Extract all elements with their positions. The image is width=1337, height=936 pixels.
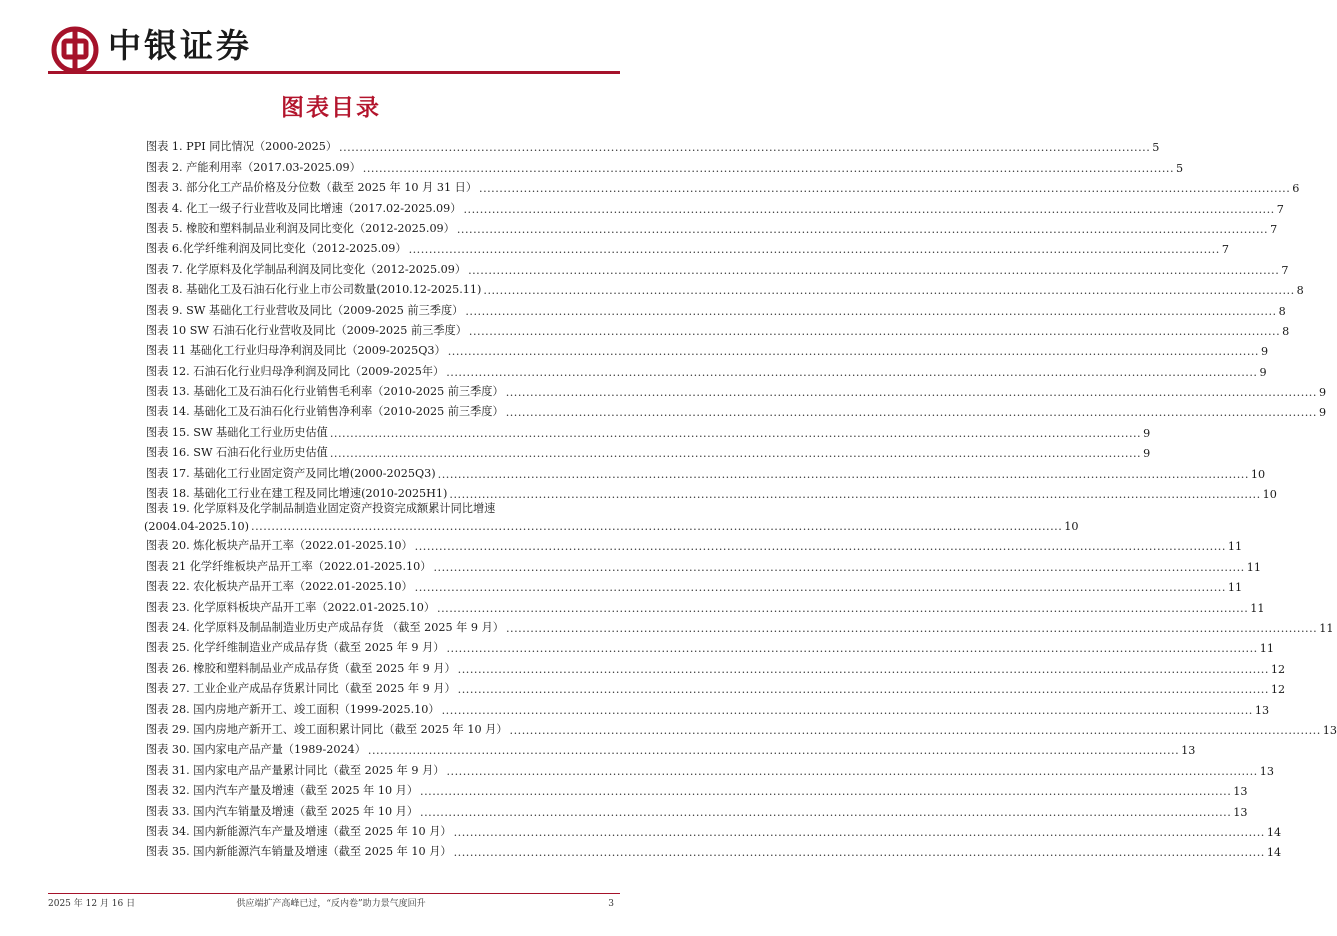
toc-entry[interactable] [146, 553, 1261, 574]
toc-entry-label: 图表 22. 农化板块产品开工率（2022.01-2025.10） [146, 580, 413, 594]
toc-entry-page: 10 [1262, 488, 1277, 502]
toc-entry-label: 图表 26. 橡胶和塑料制品业产成品存货（截至 2025 年 9 月） [146, 661, 456, 675]
toc-entry[interactable] [146, 277, 1304, 298]
toc-entry-page: 6 [1292, 182, 1300, 196]
dot-leader: ........................................................................................................................................................................................................ [437, 467, 1249, 481]
toc-entry[interactable] [146, 655, 1286, 676]
toc-entry-page: 8 [1296, 284, 1304, 298]
toc-entry-page: 7 [1281, 263, 1289, 277]
toc-entry-label: 图表 28. 国内房地产新开工、竣工面积（1999-2025.10） [146, 702, 440, 716]
toc-entry[interactable] [146, 216, 1278, 236]
dot-leader: ........................................................................................................................................................................................................ [509, 723, 1321, 737]
dot-leader: ........................................................................................................................................................................................................ [457, 683, 1269, 697]
toc-entry[interactable] [146, 460, 1266, 481]
toc-entry-label: 图表 8. 基础化工及石油石化行业上市公司数量(2010.12-2025.11) [146, 283, 482, 297]
dot-leader: ........................................................................................................................................................................................................ [433, 560, 1245, 574]
footer-date: 2025 年 12 月 16 日 [48, 899, 136, 909]
toc-entry-label: 图表 11 基础化工行业归母净利润及同比（2009-2025Q3） [146, 344, 446, 358]
toc-entry[interactable] [146, 615, 1334, 635]
toc-entry-page: 11 [1259, 642, 1274, 656]
toc-entry-page: 9 [1143, 426, 1151, 440]
toc-entry-label: 图表 6.化学纤维利润及同比变化（2012-2025.09） [146, 242, 407, 256]
toc-entry[interactable] [146, 737, 1196, 758]
toc-entry-page: 5 [1176, 161, 1184, 175]
toc-entry[interactable] [146, 696, 1270, 717]
dot-leader: ........................................................................................................................................................................................................ [468, 263, 1280, 277]
toc-entry-page: 11 [1250, 601, 1265, 615]
toc-entry-label: 图表 10 SW 石油石化行业营收及同比（2009-2025 前三季度） [146, 323, 467, 337]
toc-entry-label: 图表 35. 国内新能源汽车销量及增速（截至 2025 年 10 月） [146, 845, 452, 859]
toc-entry-page: 9 [1143, 447, 1151, 461]
toc-entry-page: 8 [1282, 324, 1290, 338]
toc-entry-page: 5 [1152, 141, 1160, 155]
toc-entry[interactable] [146, 318, 1290, 338]
toc-entry-label: 图表 1. PPI 同比情况（2000-2025） [146, 140, 338, 154]
table-of-figures [144, 134, 1337, 860]
toc-entry-label: 图表 18. 基础化工行业在建工程及同比增速(2010-2025H1) [146, 487, 448, 501]
toc-entry-label: 图表 4. 化工一级子行业营收及同比增速（2017.02-2025.09） [146, 201, 462, 215]
toc-entry-label: 图表 19. 化学原料及化学制品制造业固定资产投资完成额累计同比增速 [146, 502, 496, 516]
toc-entry-page: 9 [1318, 386, 1327, 400]
toc-entry-page: 9 [1318, 406, 1327, 420]
toc-entry-label: 图表 2. 产能利用率（2017.03-2025.09） [146, 160, 361, 174]
toc-entry[interactable] [146, 358, 1267, 379]
toc-entry-label: 图表 33. 国内汽车销量及增速（截至 2025 年 10 月） [146, 804, 419, 818]
dot-leader: ........................................................................................................................................................................................................ [479, 182, 1291, 196]
toc-entry-page: 8 [1278, 304, 1286, 318]
toc-entry-page: 9 [1259, 365, 1267, 379]
toc-entry-label: 图表 15. SW 基础化工行业历史估值 [146, 425, 328, 439]
dot-leader: ........................................................................................................................................................................................................ [329, 426, 1142, 440]
toc-entry[interactable] [146, 717, 1337, 737]
toc-entry[interactable] [146, 297, 1286, 318]
toc-entry-label: 图表 16. SW 石油石化行业历史估值 [146, 446, 328, 460]
toc-entry[interactable] [146, 379, 1327, 400]
toc-entry-label: 图表 12. 石油石化行业归母净利润及同比（2009-2025年） [146, 364, 445, 378]
toc-entry-label-continued: (2004.04-2025.10) [144, 520, 250, 534]
toc-entry[interactable] [146, 594, 1265, 615]
toc-entry-page: 11 [1227, 540, 1243, 554]
toc-entry[interactable] [146, 175, 1300, 196]
toc-entry-page: 13 [1322, 723, 1337, 737]
toc-entry-label: 图表 32. 国内汽车产量及增速（截至 2025 年 10 月） [146, 784, 419, 798]
toc-entry-label: 图表 25. 化学纤维制造业产成品存货（截至 2025 年 9 月） [146, 641, 445, 655]
toc-entry-label: 图表 7. 化学原料及化学制品利润及同比变化（2012-2025.09） [146, 262, 467, 276]
toc-entry[interactable] [146, 635, 1274, 656]
toc-entry-label: 图表 5. 橡胶和塑料制品业利润及同比变化（2012-2025.09） [146, 221, 455, 235]
footer-divider [48, 893, 620, 894]
toc-entry-label: 图表 13. 基础化工及石油石化行业销售毛利率（2010-2025 前三季度） [146, 385, 504, 399]
dot-leader: ........................................................................................................................................................................................................ [468, 324, 1281, 338]
toc-entry-page: 7 [1270, 222, 1278, 236]
dot-leader: ........................................................................................................................................................................................................ [441, 703, 1253, 717]
toc-entry[interactable] [146, 533, 1243, 554]
header-divider [48, 71, 620, 74]
toc-entry-page: 9 [1261, 345, 1269, 359]
dot-leader: ........................................................................................................................................................................................................ [449, 488, 1261, 502]
toc-entry[interactable] [146, 134, 1160, 155]
toc-entry[interactable] [146, 154, 1184, 175]
toc-entry[interactable] [146, 839, 1282, 860]
toc-entry-label: 图表 3. 部分化工产品价格及分位数（截至 2025 年 10 月 31 日） [146, 181, 478, 195]
toc-entry[interactable] [146, 338, 1269, 359]
toc-entry[interactable] [144, 501, 1079, 534]
toc-entry-label: 图表 9. SW 基础化工行业营收及同比（2009-2025 前三季度） [146, 303, 464, 317]
dot-leader: ........................................................................................................................................................................................................ [408, 243, 1220, 257]
dot-leader: ........................................................................................................................................................................................................ [483, 284, 1295, 298]
toc-entry[interactable] [146, 256, 1289, 277]
toc-entry-page: 11 [1227, 581, 1243, 595]
toc-entry-page: 13 [1233, 805, 1248, 819]
toc-entry-label: 图表 21 化学纤维板块产品开工率（2022.01-2025.10） [146, 559, 432, 573]
dot-leader: ........................................................................................................................................................................................................ [446, 365, 1258, 379]
brand-name: 中银证券 [108, 26, 252, 65]
toc-entry-label: 图表 27. 工业企业产成品存货累计同比（截至 2025 年 9 月） [146, 682, 456, 696]
dot-leader: ........................................................................................................................................................................................................ [362, 161, 1175, 175]
toc-entry-page: 7 [1221, 243, 1229, 257]
dot-leader: ........................................................................................................................................................................................................ [414, 540, 1226, 554]
toc-entry-page: 12 [1270, 683, 1286, 697]
toc-entry-label: 图表 23. 化学原料板块产品开工率（2022.01-2025.10） [146, 600, 436, 614]
dot-leader: ........................................................................................................................................................................................................ [437, 601, 1249, 615]
dot-leader: ........................................................................................................................................................................................................ [420, 785, 1232, 799]
dot-leader: ........................................................................................................................................................................................................ [465, 304, 1277, 318]
dot-leader: ........................................................................................................................................................................................................ [446, 642, 1258, 656]
dot-leader: ........................................................................................................................................................................................................ [251, 520, 1063, 534]
bank-of-china-logo [50, 25, 100, 75]
dot-leader: ........................................................................................................................................................................................................ [367, 744, 1180, 758]
toc-entry-label: 图表 24. 化学原料及制品制造业历史产成品存货 （截至 2025 年 9 月） [146, 620, 504, 634]
toc-entry-label: 图表 29. 国内房地产新开工、竣工面积累计同比（截至 2025 年 10 月） [146, 722, 508, 736]
dot-leader: ........................................................................................................................................................................................................ [420, 805, 1232, 819]
toc-entry[interactable] [146, 798, 1248, 819]
toc-entry-label: 图表 30. 国内家电产品产量（1989-2024） [146, 743, 366, 757]
toc-entry[interactable] [146, 195, 1284, 216]
footer-report-title: 供应端扩产高峰已过，“反内卷”助力景气度回升 [236, 899, 426, 909]
toc-entry-label: 图表 31. 国内家电产品产量累计同比（截至 2025 年 9 月） [146, 763, 445, 777]
dot-leader: ........................................................................................................................................................................................................ [505, 386, 1317, 400]
toc-entry-page: 11 [1246, 560, 1261, 574]
toc-entry-page: 14 [1266, 846, 1282, 860]
toc-entry[interactable] [146, 757, 1274, 778]
toc-entry[interactable] [146, 440, 1151, 461]
toc-entry[interactable] [146, 236, 1229, 257]
toc-entry-page: 13 [1254, 703, 1270, 717]
toc-entry[interactable] [146, 481, 1277, 502]
toc-entry[interactable] [146, 399, 1327, 420]
toc-entry-page: 10 [1064, 520, 1079, 534]
dot-leader: ........................................................................................................................................................................................................ [453, 825, 1265, 839]
toc-entry[interactable] [146, 819, 1282, 839]
dot-leader: ........................................................................................................................................................................................................ [505, 406, 1317, 420]
toc-entry-page: 13 [1181, 744, 1196, 758]
dot-leader: ........................................................................................................................................................................................................ [414, 581, 1226, 595]
toc-title: 图表目录 [281, 95, 381, 121]
dot-leader: ........................................................................................................................................................................................................ [329, 447, 1142, 461]
toc-entry[interactable] [146, 419, 1151, 440]
toc-entry-page: 13 [1259, 764, 1274, 778]
toc-entry-label: 图表 34. 国内新能源汽车产量及增速（截至 2025 年 10 月） [146, 824, 452, 838]
toc-entry-page: 7 [1276, 202, 1284, 216]
toc-entry-page: 11 [1319, 621, 1334, 635]
dot-leader: ........................................................................................................................................................................................................ [447, 345, 1259, 359]
dot-leader: ........................................................................................................................................................................................................ [505, 621, 1318, 635]
dot-leader: ........................................................................................................................................................................................................ [463, 202, 1275, 216]
footer-page-number: 3 [608, 899, 614, 909]
toc-entry-page: 14 [1266, 825, 1282, 839]
toc-entry[interactable] [146, 676, 1286, 697]
toc-entry-page: 12 [1270, 662, 1286, 676]
dot-leader: ........................................................................................................................................................................................................ [453, 846, 1265, 860]
dot-leader: ........................................................................................................................................................................................................ [457, 662, 1269, 676]
toc-entry[interactable] [146, 574, 1243, 595]
toc-entry-page: 13 [1233, 785, 1248, 799]
dot-leader: ........................................................................................................................................................................................................ [339, 141, 1151, 155]
toc-entry-label: 图表 14. 基础化工及石油石化行业销售净利率（2010-2025 前三季度） [146, 405, 504, 419]
toc-entry-page: 10 [1250, 467, 1266, 481]
toc-entry[interactable] [146, 778, 1248, 799]
dot-leader: ........................................................................................................................................................................................................ [446, 764, 1258, 778]
toc-entry-label: 图表 20. 炼化板块产品开工率（2022.01-2025.10） [146, 539, 413, 553]
toc-entry-label: 图表 17. 基础化工行业固定资产及同比增(2000-2025Q3) [146, 466, 436, 480]
dot-leader: ........................................................................................................................................................................................................ [456, 222, 1269, 236]
